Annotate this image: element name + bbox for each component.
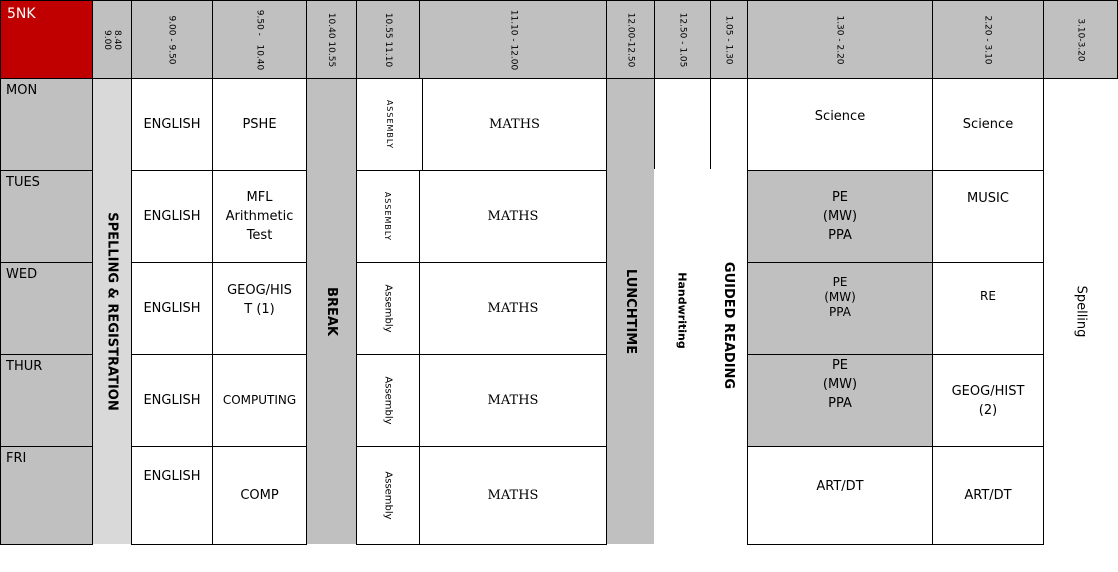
time-label-1200: 12.00-12.50 — [625, 12, 636, 67]
wed-period-3: MATHS — [419, 262, 607, 355]
time-label-1055: 10.55 11.10 — [383, 12, 393, 67]
wed-period-5: RE — [932, 262, 1044, 355]
day-label-thu: THUR — [0, 354, 93, 447]
day-label-tue: TUES — [0, 170, 93, 263]
time-header-1420 — [932, 0, 1044, 79]
fri-period-4: ART/DT — [747, 446, 933, 545]
lunch-label: LUNCHTIME — [623, 268, 639, 355]
mon-assembly-label: ASSEMBLY — [384, 99, 394, 150]
time-header-1110 — [419, 0, 607, 79]
thu-period-2: COMPUTING — [212, 354, 307, 447]
break-column — [307, 79, 356, 544]
guided-reading-column — [711, 170, 747, 480]
time-header-0840 — [92, 0, 132, 79]
fri-period-3: MATHS — [419, 446, 607, 545]
fri-period-2: COMP — [212, 446, 307, 545]
mon-period-4: Science — [747, 78, 933, 171]
tue-period-1: ENGLISH — [131, 170, 213, 263]
time-header-0950 — [212, 0, 307, 79]
tue-period-4: PE (MW) PPA — [747, 170, 933, 263]
mon-period-2: PSHE — [212, 78, 307, 171]
time-label-1250: 12.50 - 1.05 — [677, 12, 688, 67]
spelling-column — [1044, 79, 1118, 544]
time-header-1305 — [710, 0, 748, 79]
handwriting-label: Handwriting — [676, 271, 689, 349]
day-label-fri: FRI — [0, 446, 93, 545]
mon-period-3: MATHS — [422, 78, 607, 171]
wed-assembly — [356, 262, 420, 355]
thu-assembly-label: Assembly — [382, 376, 394, 425]
mon-assembly — [356, 78, 423, 171]
handwriting-column — [655, 170, 710, 450]
tue-period-3: MATHS — [419, 170, 607, 263]
thu-period-1: ENGLISH — [131, 354, 213, 447]
wed-period-4: PE (MW) PPA — [747, 262, 933, 355]
tue-assembly-label: ASSEMBLY — [383, 191, 393, 242]
registration-column — [93, 79, 131, 544]
time-header-1250 — [654, 0, 711, 79]
tue-assembly — [356, 170, 420, 263]
registration-label: SPELLING & REGISTRATION — [104, 212, 120, 411]
thu-period-5: GEOG/HIST (2) — [932, 354, 1044, 447]
thu-period-3: MATHS — [419, 354, 607, 447]
time-label-0950: 9.50 - 10.40 — [254, 9, 265, 70]
fri-period-1: ENGLISH — [131, 446, 213, 545]
tue-period-5: MUSIC — [932, 170, 1044, 263]
fri-assembly-label: Assembly — [382, 471, 394, 520]
time-label-1510: 3.10-3.20 — [1075, 17, 1086, 62]
time-header-1040 — [306, 0, 357, 79]
mon-period-1: ENGLISH — [131, 78, 213, 171]
fri-assembly — [356, 446, 420, 545]
time-header-1330 — [747, 0, 933, 79]
mon-divider-1305 — [710, 79, 711, 169]
time-label-1330: 1.30 - 2.20 — [835, 14, 845, 65]
class-name: 5NK — [0, 0, 93, 79]
time-header-1200 — [606, 0, 655, 79]
mon-period-5: Science — [932, 78, 1044, 171]
wed-period-2: GEOG/HIS T (1) — [212, 262, 307, 355]
time-label-0900: 9.00 - 9.50 — [167, 14, 177, 65]
thu-period-4: PE (MW) PPA — [747, 354, 933, 447]
guided-reading-label: GUIDED READING — [721, 261, 737, 389]
tue-period-2: MFL Arithmetic Test — [212, 170, 307, 263]
wed-assembly-label: Assembly — [382, 284, 394, 333]
time-label-1420: 2.20 - 3.10 — [983, 14, 993, 65]
time-header-1055 — [356, 0, 420, 79]
wed-period-1: ENGLISH — [131, 262, 213, 355]
time-label-0840: 8.40 9.00 — [101, 29, 122, 50]
lunch-column — [607, 79, 654, 544]
mon-divider-1250 — [654, 79, 655, 169]
time-header-1510 — [1043, 0, 1118, 79]
time-label-1040: 10.40 10.55 — [326, 12, 337, 67]
day-label-wed: WED — [0, 262, 93, 355]
thu-assembly — [356, 354, 420, 447]
time-label-1305: 1.05 - 1.30 — [724, 14, 734, 65]
time-label-1110: 11.10 - 12.00 — [508, 9, 518, 70]
fri-period-5: ART/DT — [932, 446, 1044, 545]
day-label-mon: MON — [0, 78, 93, 171]
spelling-label: Spelling — [1073, 285, 1089, 338]
break-label: BREAK — [324, 287, 339, 336]
time-header-0900 — [131, 0, 213, 79]
